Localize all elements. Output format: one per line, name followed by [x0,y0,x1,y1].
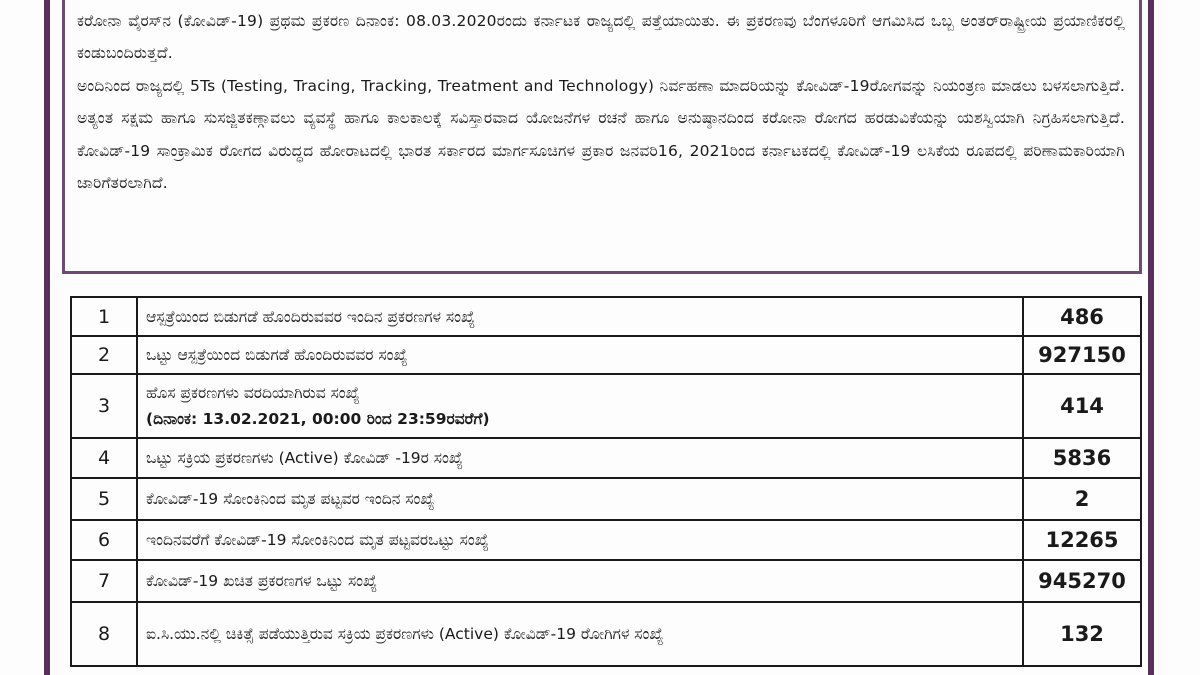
row-description: ಹೊಸ ಪ್ರಕರಣಗಳು ವರದಿಯಾಗಿರುವ ಸಂಖ್ಯೆ [146,384,360,402]
row-value: 5836 [1023,438,1141,478]
table-row [71,560,1141,602]
intro-box [62,0,1142,274]
row-description: ಒಟ್ಟು ಸಕ್ರಿಯ ಪ್ರಕರಣಗಳು (Active) ಕೋವಿಡ್ -19ರ ಸಂಖ್ಯೆ [137,438,1023,478]
row-number: 5 [71,478,137,520]
table-row [71,374,1141,438]
table-row [71,336,1141,374]
row-number: 6 [71,520,137,560]
row-description: ಕೋವಿಡ್-19 ಸೋಂಕಿನಿಂದ ಮೃತ ಪಟ್ಟವರ ಇಂದಿನ ಸಂಖ್ಯೆ [137,478,1023,520]
row-number: 3 [71,374,137,438]
row-description: ಕೋವಿಡ್-19 ಖಚಿತ ಪ್ರಕರಣಗಳ ಒಟ್ಟು ಸಂಖ್ಯೆ [137,560,1023,602]
row-value: 414 [1023,374,1141,438]
row-number: 4 [71,438,137,478]
row-description: ಇಂದಿನವರೆಗೆ ಕೋವಿಡ್-19 ಸೋಂಕಿನಿಂದ ಮೃತ ಪಟ್ಟವರಒಟ್ಟು ಸಂಖ್ಯೆ [137,520,1023,560]
row-description: ಆಸ್ಪತ್ರೆಯಿಂದ ಬಿಡುಗಡೆ ಹೊಂದಿರುವವರ ಇಂದಿನ ಪ್ರಕರಣಗಳ ಸಂಖ್ಯೆ [137,297,1023,336]
covid-stats-table [70,296,1142,667]
row-value: 927150 [1023,336,1141,374]
intro-paragraph: ಅಂದಿನಿಂದ ರಾಜ್ಯದಲ್ಲಿ 5Ts (Testing, Tracing, Tracking, Treatment and Technology) ನಿರ್ವಹಣಾ ಮಾದರಿಯನ್ನು ಕೋವಿಡ್-19ರೋಗವನ್ನು ನಿಯಂತ್ರಣ ಮಾಡಲು ಬಳಸಲಾಗುತ್ತಿದೆ. ಅತ್ಯಂತ ಸಕ್ಷಮ ಹಾಗೂ ಸುಸಜ್ಜಿತಕಣ್ಗಾವಲು ವ್ಯವಸ್ಥೆ ಹಾಗೂ ಕಾಲಕಾಲಕ್ಕೆ ಸವಿಸ್ತಾರವಾದ ಯೋಜನೆಗಳ ರಚನೆ ಹಾಗೂ ಅನುಷ್ಠಾನದಿಂದ ಕರೋನಾ ರೋಗದ ಹರಡುವಿಕೆಯನ್ನು ಯಶಸ್ವಿಯಾಗಿ ನಿಗ್ರಹಿಸಲಾಗುತ್ತಿದೆ. [77,76,1125,128]
row-number: 8 [71,602,137,666]
table-row [71,297,1141,336]
table-row [71,602,1141,666]
row-number: 2 [71,336,137,374]
table-row [71,478,1141,520]
row-value: 132 [1023,602,1141,666]
row-description-cell [137,374,1023,438]
row-description: ಒಟ್ಟು ಆಸ್ಪತ್ರೆಯಿಂದ ಬಿಡುಗಡೆ ಹೊಂದಿರುವವರ ಸಂಖ್ಯೆ [137,336,1023,374]
table-row [71,438,1141,478]
row-value: 12265 [1023,520,1141,560]
row-date-note: (ದಿನಾಂಕ: 13.02.2021, 00:00 ರಿಂದ 23:59ರವರೆಗೆ) [146,410,490,428]
intro-paragraph: ಕೋವಿಡ್-19 ಸಾಂಕ್ರಾಮಿಕ ರೋಗದ ವಿರುದ್ಧದ ಹೋರಾಟದಲ್ಲಿ ಭಾರತ ಸರ್ಕಾರದ ಮಾರ್ಗಸೂಚಿಗಳ ಪ್ರಕಾರ ಜನವರಿ16, 2021ರಿಂದ ಕರ್ನಾಟಕದಲ್ಲಿ ಕೋವಿಡ್-19 ಲಸಿಕೆಯ ರೂಪದಲ್ಲಿ ಪರಿಣಾಮಕಾರಿಯಾಗಿ ಜಾರಿಗೆತರಲಾಗಿದೆ. [77,141,1125,193]
row-number: 1 [71,297,137,336]
row-value: 2 [1023,478,1141,520]
row-number: 7 [71,560,137,602]
table-row [71,520,1141,560]
row-value: 486 [1023,297,1141,336]
intro-paragraph: ಕರೋನಾ ವೈರಸ್‌ನ (ಕೋವಿಡ್-19) ಪ್ರಥಮ ಪ್ರಕರಣ ದಿನಾಂಕ: 08.03.2020ರಂದು ಕರ್ನಾಟಕ ರಾಜ್ಯದಲ್ಲಿ ಪತ್ತೆಯಾಯಿತು. ಈ ಪ್ರಕರಣವು ಬೆಂಗಳೂರಿಗೆ ಆಗಮಿಸಿದ ಒಬ್ಬ ಅಂತರ್‌ರಾಷ್ಟ್ರೀಯ ಪ್ರಯಾಣಿಕರಲ್ಲಿ ಕಂಡುಬಂದಿರುತ್ತದೆ. [77,12,1125,63]
row-description: ಐ.ಸಿ.ಯು.ನಲ್ಲಿ ಚಿಕಿತ್ಸೆ ಪಡೆಯುತ್ತಿರುವ ಸಕ್ರಿಯ ಪ್ರಕರಣಗಳು (Active) ಕೋವಿಡ್-19 ರೋಗಿಗಳ ಸಂಖ್ಯೆ [137,602,1023,666]
row-value: 945270 [1023,560,1141,602]
